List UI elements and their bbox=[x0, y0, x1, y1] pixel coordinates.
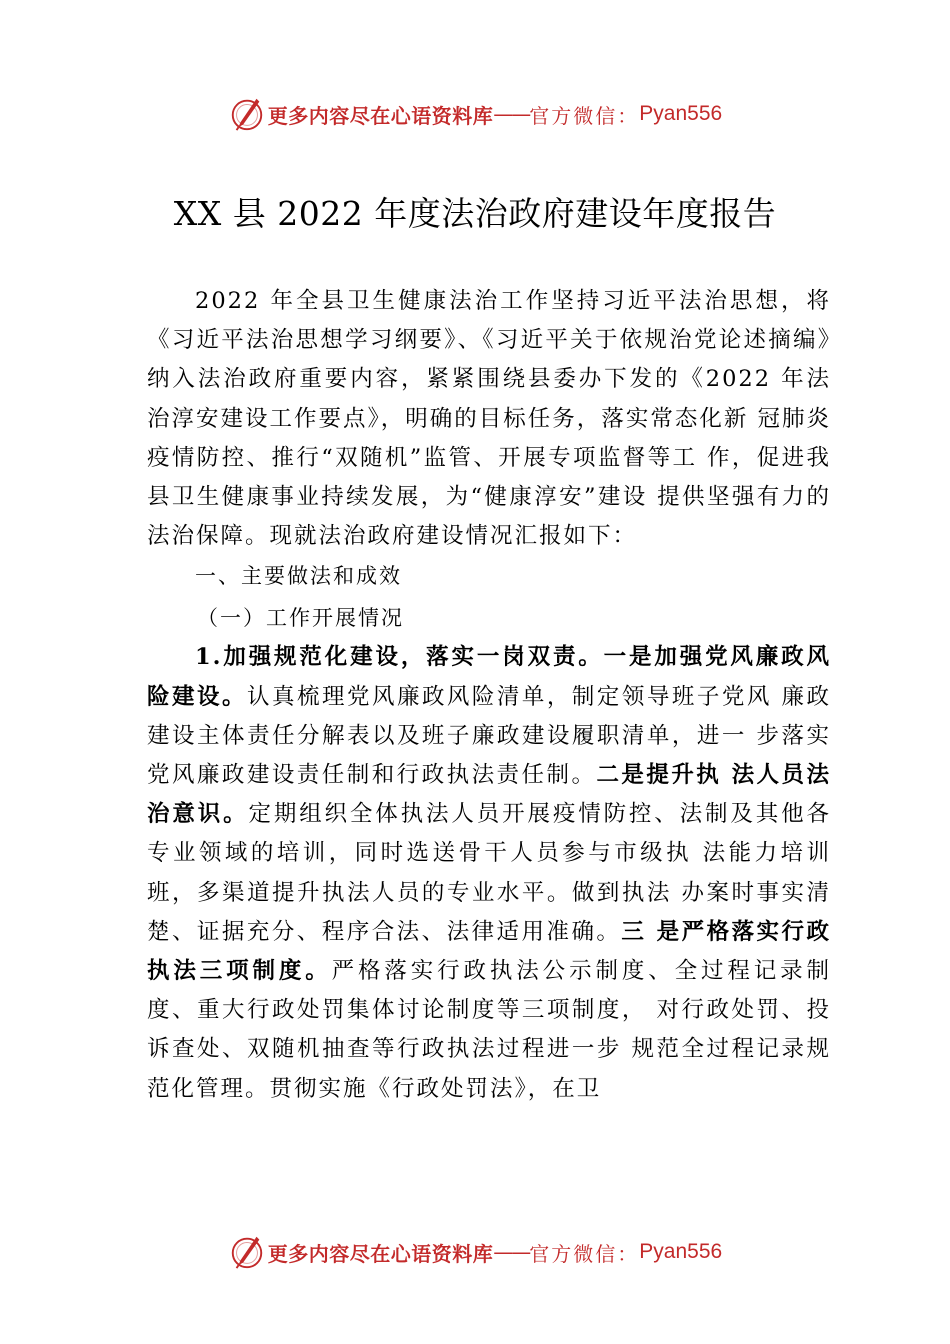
brush-circle-logo-icon bbox=[228, 95, 266, 133]
point3-title: 三 是严格落实行政执法三项制度。 bbox=[147, 918, 831, 985]
watermark-wechat-id: Pyan556 bbox=[639, 102, 723, 125]
watermark-banner-top bbox=[0, 94, 950, 134]
point2-text: 定期组织全体执法人员开展疫情防控、法制及其他各专业领域的培训，同时选送骨干人员参与市级执 法能力培训班，多渠道提升执法人员的专业水平。做到执法 办案时事实清楚、证据充分、程序合法、法律适用准确。 bbox=[147, 801, 831, 945]
watermark-label: 官方微信： bbox=[529, 1241, 640, 1266]
point3-text: 严格落实行政执法公示制度、全过程记录制度、重大行政处罚集体讨论制度等三项制度， 对行政处罚、投诉查处、双随机抽查等行政执法过程进一步 规范全过程记录规范化管理。贯彻实施《行政处罚法》，在卫 bbox=[147, 958, 831, 1102]
watermark-main-text: 更多内容尽在心语资料库 bbox=[267, 1241, 494, 1266]
watermark-separator: —— bbox=[493, 1240, 530, 1264]
item-paragraph bbox=[147, 638, 831, 1108]
point1-title: 一是加强党风廉政风险建设。 bbox=[147, 644, 831, 710]
point1-text: 认真梳理党风廉政风险清单，制定领导班子党风 廉政建设主体责任分解表以及班子廉政建设履职清单，进一 步落实党风廉政建设责任制和行政执法责任制。 bbox=[147, 683, 831, 789]
intro-paragraph: 2022 年全县卫生健康法治工作坚持习近平法治思想，将《习近平法治思想学习纲要》、《习近平关于依规治党论述摘编》纳入法治政府重要内容，紧紧围绕县委办下发的《2022 年法治淳安建设工作要点》，明确的目标任务，落实常态化新 冠肺炎疫情防控、推行“双随机”监管、开展专项监督等工 作，促进我县卫生健康事业持续发展，为“健康淳安”建设 提供坚强有力的法治保障。现就法治政府建设情况汇报如下： bbox=[147, 288, 831, 550]
watermark-wechat-id: Pyan556 bbox=[639, 1240, 723, 1263]
point2-title: 二是提升执 法人员法治意识。 bbox=[147, 762, 831, 828]
watermark-main-text: 更多内容尽在心语资料库 bbox=[267, 103, 494, 128]
section-heading: 一、主要做法和成效 bbox=[195, 564, 402, 589]
brush-circle-logo-icon bbox=[228, 1233, 266, 1271]
watermark-banner-bottom bbox=[0, 1232, 950, 1272]
document-body bbox=[147, 282, 831, 1109]
watermark-label: 官方微信： bbox=[529, 103, 640, 128]
item-lead: 1.加强规范化建设，落实一岗双责。 bbox=[195, 644, 604, 671]
document-title: XX 县 2022 年度法治政府建设年度报告 bbox=[173, 194, 777, 233]
watermark-separator: —— bbox=[493, 102, 530, 126]
subsection-heading: （一）工作开展情况 bbox=[197, 606, 404, 631]
